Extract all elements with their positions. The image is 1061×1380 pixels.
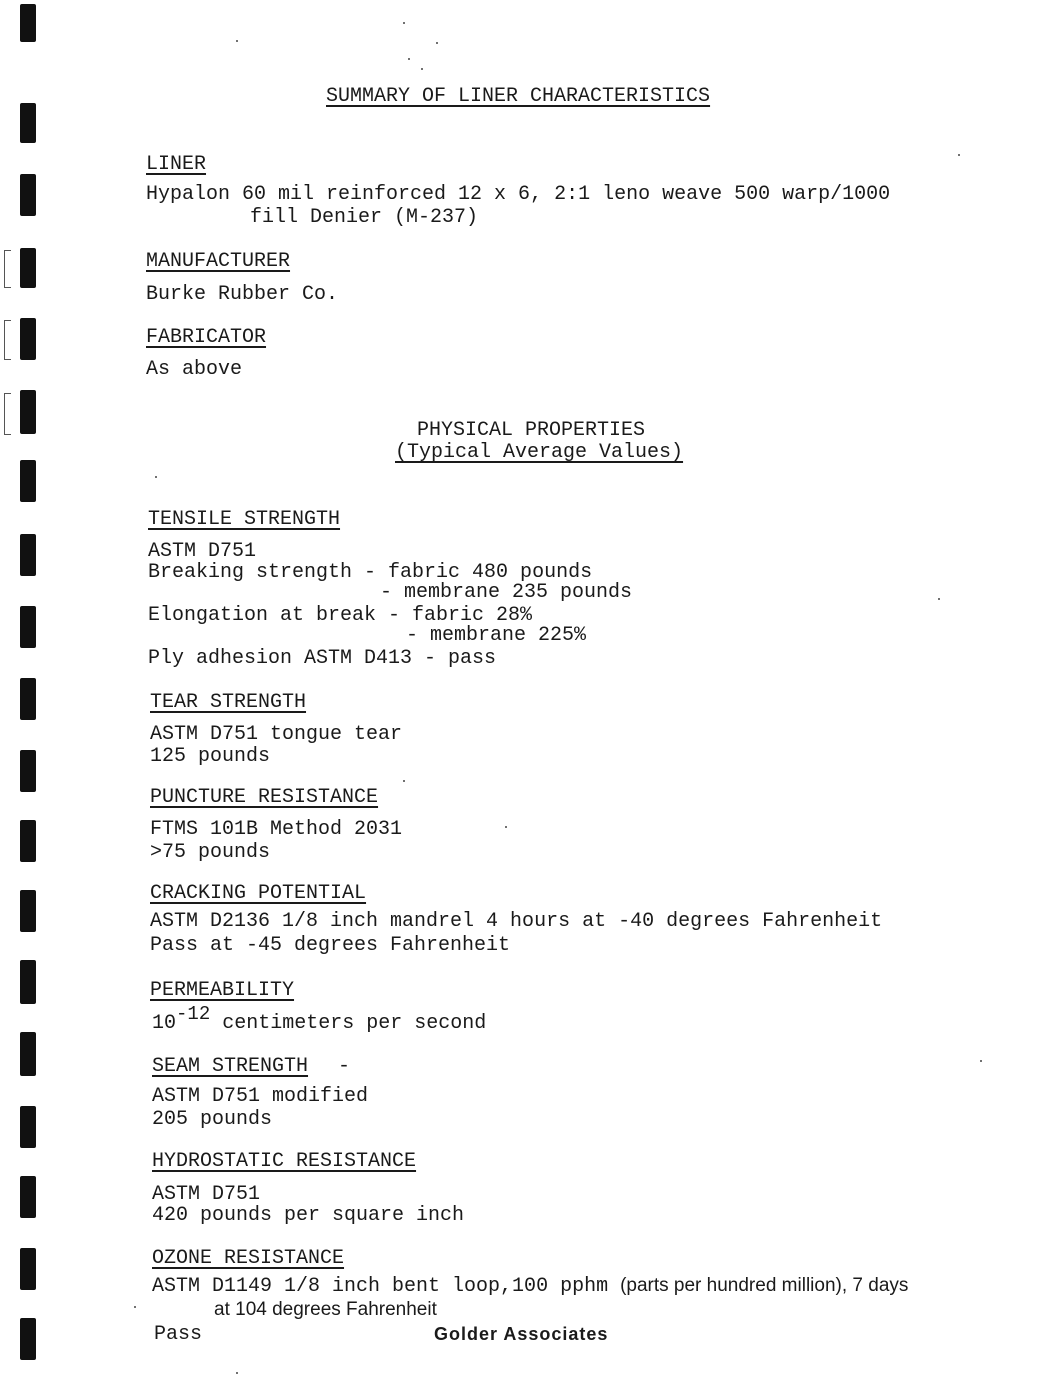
binder-hole (20, 606, 36, 648)
binder-edge (4, 393, 11, 435)
ozone-resistance-heading: OZONE RESISTANCE (152, 1247, 345, 1270)
binder-hole (20, 534, 36, 576)
hydrostatic-resistance-line-2: 420 pounds per square inch (152, 1204, 465, 1227)
ozone-resistance-line-3: Pass (154, 1323, 203, 1346)
binder-hole (20, 103, 36, 143)
binder-hole (20, 248, 36, 288)
footer-company: Golder Associates (434, 1324, 609, 1344)
seam-strength-line-2: 205 pounds (152, 1108, 273, 1131)
dash-mark: - (338, 1055, 351, 1078)
puncture-resistance-line-1: FTMS 101B Method 2031 (150, 818, 403, 841)
cracking-potential-line-1: ASTM D2136 1/8 inch mandrel 4 hours at -40 degrees Fahrenheit (150, 910, 883, 933)
speck (980, 1060, 982, 1062)
binder-hole (20, 1318, 36, 1360)
speck (408, 58, 410, 60)
ozone-resistance-line-1a: ASTM D1149 1/8 inch bent loop,100 pphm (152, 1275, 621, 1298)
permeability-base: 10 (152, 1012, 177, 1035)
permeability-exponent: -12 (176, 1003, 211, 1025)
binder-hole (20, 1176, 36, 1218)
liner-heading: LINER (146, 153, 207, 176)
manufacturer-value: Burke Rubber Co. (146, 283, 339, 306)
tensile-strength-line-5: - membrane 225% (406, 624, 587, 647)
permeability-unit: centimeters per second (210, 1012, 487, 1035)
tensile-strength-line-1: ASTM D751 (148, 540, 257, 563)
puncture-resistance-heading: PUNCTURE RESISTANCE (150, 786, 379, 809)
binder-hole (20, 174, 36, 216)
speck (134, 1306, 136, 1308)
binder-hole (20, 1032, 36, 1076)
binder-hole (20, 318, 36, 360)
liner-line-2: fill Denier (M-237) (250, 206, 479, 229)
tensile-strength-line-3: - membrane 235 pounds (380, 581, 633, 604)
speck (155, 476, 157, 478)
tear-strength-heading: TEAR STRENGTH (150, 691, 307, 714)
speck (938, 598, 940, 600)
cracking-potential-heading: CRACKING POTENTIAL (150, 882, 367, 905)
binder-hole (20, 750, 36, 792)
ozone-resistance-line-2: at 104 degrees Fahrenheit (214, 1299, 437, 1320)
permeability-heading: PERMEABILITY (150, 979, 295, 1002)
fabricator-value: As above (146, 358, 243, 381)
tensile-strength-line-2: Breaking strength - fabric 480 pounds (148, 561, 593, 584)
physical-properties-subheading: (Typical Average Values) (395, 441, 684, 464)
speck (505, 826, 507, 828)
ozone-resistance-line-1 (152, 1275, 908, 1298)
tensile-strength-line-4: Elongation at break - fabric 28% (148, 604, 533, 627)
speck (958, 154, 960, 156)
speck (403, 780, 405, 782)
liner-line-1: Hypalon 60 mil reinforced 12 x 6, 2:1 leno weave 500 warp/1000 (146, 183, 891, 206)
manufacturer-heading: MANUFACTURER (146, 250, 291, 273)
page-title: SUMMARY OF LINER CHARACTERISTICS (326, 85, 711, 108)
hydrostatic-resistance-line-1: ASTM D751 (152, 1183, 261, 1206)
binder-hole (20, 460, 36, 502)
speck (421, 68, 423, 70)
tear-strength-line-2: 125 pounds (150, 745, 271, 768)
hydrostatic-resistance-heading: HYDROSTATIC RESISTANCE (152, 1150, 417, 1173)
puncture-resistance-line-2: >75 pounds (150, 841, 271, 864)
permeability-value (152, 1003, 487, 1035)
speck (236, 1372, 238, 1374)
binder-hole (20, 890, 36, 932)
binder-hole (20, 4, 36, 42)
seam-strength-line-1: ASTM D751 modified (152, 1085, 369, 1108)
tensile-strength-heading: TENSILE STRENGTH (148, 508, 341, 531)
speck (403, 22, 405, 24)
physical-properties-heading: PHYSICAL PROPERTIES (417, 419, 646, 442)
tensile-strength-line-6: Ply adhesion ASTM D413 - pass (148, 647, 497, 670)
binder-hole (20, 820, 36, 862)
binder-edge (4, 320, 11, 360)
binder-hole (20, 390, 36, 434)
binder-hole (20, 1248, 36, 1290)
tear-strength-line-1: ASTM D751 tongue tear (150, 723, 403, 746)
binder-hole (20, 960, 36, 1004)
speck (436, 42, 438, 44)
seam-strength-heading: SEAM STRENGTH (152, 1055, 309, 1078)
binder-hole (20, 678, 36, 720)
binder-edge (4, 250, 11, 288)
fabricator-heading: FABRICATOR (146, 326, 267, 349)
binder-hole (20, 1106, 36, 1148)
cracking-potential-line-2: Pass at -45 degrees Fahrenheit (150, 934, 511, 957)
speck (236, 40, 238, 42)
ozone-resistance-line-1b: (parts per hundred million), 7 days (620, 1275, 909, 1296)
